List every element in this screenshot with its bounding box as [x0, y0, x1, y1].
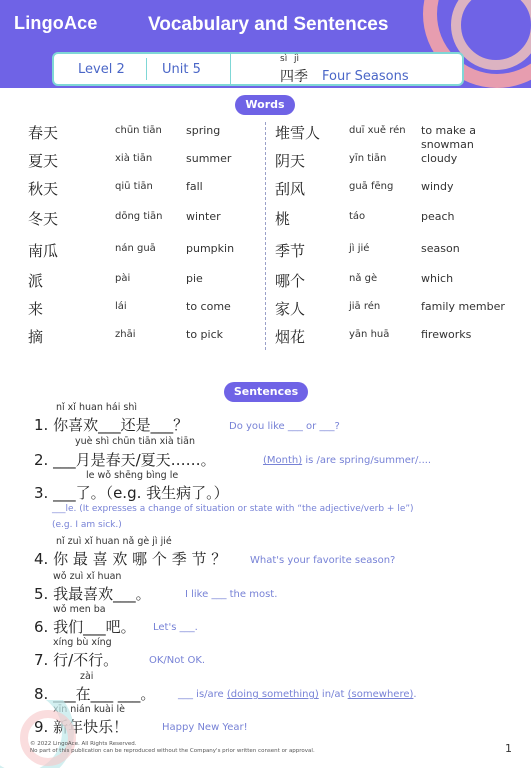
- word-pinyin: qiū tiān: [115, 181, 153, 192]
- sentence-chinese: 9. 新年快乐！: [34, 718, 129, 736]
- sentence-pinyin: nǐ zuì xǐ huan nǎ gè jì jié: [56, 536, 172, 547]
- word-chinese: 南瓜: [28, 242, 59, 260]
- sentence-english: I like ___ the most.: [185, 589, 278, 600]
- placeholder-place: (somewhere): [347, 689, 414, 700]
- sentence-english: OK/Not OK.: [149, 655, 206, 666]
- word-english: to come: [186, 300, 231, 313]
- placeholder-action: (doing something): [226, 689, 319, 700]
- word-pinyin: lái: [115, 301, 127, 312]
- word-english: summer: [186, 152, 232, 165]
- sentence-pinyin: wǒ zuì xǐ huan: [53, 571, 122, 582]
- sentence-pinyin: yuè shì chūn tiān xià tiān: [75, 436, 195, 447]
- sentence-pinyin: le wǒ shēng bìng le: [86, 470, 179, 481]
- word-pinyin: yān huā: [349, 329, 390, 340]
- word-english: fall: [186, 180, 203, 193]
- word-english: spring: [186, 124, 221, 137]
- sentence-english-rest: is /are spring/summer/....: [302, 455, 432, 466]
- word-english: winter: [186, 210, 221, 223]
- sentence-pinyin: wǒ men ba: [53, 604, 106, 615]
- sentence-chinese: 2. ___月是春天/夏天……。: [34, 451, 216, 469]
- copyright-text: © 2022 LingoAce. All Rights Reserved.: [30, 741, 137, 747]
- sentence-english: Do you like ___ or ___?: [229, 421, 340, 432]
- word-english: which: [421, 272, 454, 285]
- logo: LingoAce: [14, 13, 98, 33]
- word-pinyin: zhāi: [115, 329, 136, 340]
- word-chinese: 家人: [275, 300, 306, 318]
- word-pinyin: dōng tiān: [115, 211, 163, 222]
- word-chinese: 摘: [28, 328, 44, 346]
- word-chinese: 烟花: [275, 328, 306, 346]
- lesson-info-bar: [52, 52, 464, 86]
- word-chinese: 夏天: [28, 152, 59, 170]
- sentence-english-part: ___ is/are: [178, 689, 227, 700]
- words-section-pill: Words: [235, 95, 295, 115]
- word-pinyin: jì jié: [349, 243, 370, 254]
- word-pinyin: guā fēng: [349, 181, 394, 192]
- word-english: to make a: [421, 124, 476, 137]
- word-chinese: 派: [28, 272, 44, 290]
- column-divider: [265, 122, 266, 350]
- sentence-english: [263, 455, 431, 466]
- word-chinese: 春天: [28, 124, 59, 142]
- level-label: Level 2: [78, 62, 125, 77]
- word-english: family member: [421, 300, 505, 313]
- unit-label: Unit 5: [162, 62, 201, 77]
- page-title: Vocabulary and Sentences: [148, 14, 389, 35]
- sentence-chinese: 5. 我最喜欢___。: [34, 585, 151, 603]
- placeholder-month: (Month): [263, 455, 303, 466]
- word-english: fireworks: [421, 328, 472, 341]
- divider: [230, 54, 231, 84]
- sentence-english-example: (e.g. I am sick.): [52, 520, 122, 530]
- sentences-section-pill: Sentences: [224, 382, 308, 402]
- word-chinese: 冬天: [28, 210, 59, 228]
- word-pinyin: chūn tiān: [115, 125, 162, 136]
- copyright-notice: No part of this publication can be reproduced without the Company's prior written consent or approval.: [30, 748, 315, 754]
- divider: [146, 58, 147, 80]
- sentence-pinyin: xíng bù xíng: [53, 637, 112, 648]
- sentence-chinese: 1. 你喜欢___还是___？: [34, 416, 189, 434]
- sentence-english: What's your favorite season?: [250, 555, 396, 566]
- sentence-english: Happy New Year!: [162, 722, 248, 733]
- word-pinyin: táo: [349, 211, 366, 222]
- word-english: to pick: [186, 328, 223, 341]
- word-pinyin: duī xuě rén: [349, 125, 406, 136]
- word-chinese: 堆雪人: [275, 124, 321, 142]
- word-chinese: 刮风: [275, 180, 306, 198]
- word-english: snowman: [421, 138, 474, 151]
- sentence-pinyin: xīn nián kuài lè: [53, 704, 126, 715]
- word-chinese: 季节: [275, 242, 306, 260]
- sentence-pinyin: zài: [80, 671, 94, 682]
- word-chinese: 来: [28, 300, 44, 318]
- word-english: windy: [421, 180, 454, 193]
- word-english: season: [421, 242, 460, 255]
- word-chinese: 阴天: [275, 152, 306, 170]
- sentence-chinese: 6. 我们___吧。: [34, 618, 136, 636]
- word-chinese: 哪个: [275, 272, 306, 290]
- word-pinyin: xià tiān: [115, 153, 153, 164]
- word-english: pie: [186, 272, 203, 285]
- word-english: peach: [421, 210, 455, 223]
- sentence-chinese: 8. ___在___ ___。: [34, 685, 156, 703]
- word-pinyin: nán guā: [115, 243, 156, 254]
- decorative-swirl: [0, 700, 90, 768]
- word-english: pumpkin: [186, 242, 235, 255]
- sentence-english-part: in/at: [318, 689, 348, 700]
- topic-english: Four Seasons: [322, 69, 409, 84]
- sentence-chinese: 3. ___了。（e.g. 我生病了。）: [34, 484, 229, 502]
- sentence-english: [178, 689, 417, 700]
- word-chinese: 秋天: [28, 180, 59, 198]
- sentence-chinese: 4. 你 最 喜 欢 哪 个 季 节 ？: [34, 550, 227, 568]
- sentence-english-part: .: [413, 689, 417, 700]
- word-pinyin: jiā rén: [349, 301, 381, 312]
- word-pinyin: nǎ gè: [349, 273, 378, 284]
- decorative-circle: [20, 710, 76, 766]
- topic-pinyin: sì jì: [280, 54, 300, 64]
- sentence-english: Let's ___.: [153, 622, 198, 633]
- word-pinyin: pài: [115, 273, 131, 284]
- word-chinese: 桃: [275, 210, 291, 228]
- sentence-pinyin: nǐ xǐ huan hái shì: [56, 402, 137, 413]
- sentence-chinese: 7. 行/不行。: [34, 651, 119, 669]
- word-pinyin: yīn tiān: [349, 153, 387, 164]
- topic-chinese: 四季: [280, 69, 308, 85]
- page-number: 1: [505, 742, 512, 755]
- word-english: cloudy: [421, 152, 458, 165]
- sentence-english: ___le. (It expresses a change of situation or state with “the adjective/verb + le”): [52, 504, 414, 514]
